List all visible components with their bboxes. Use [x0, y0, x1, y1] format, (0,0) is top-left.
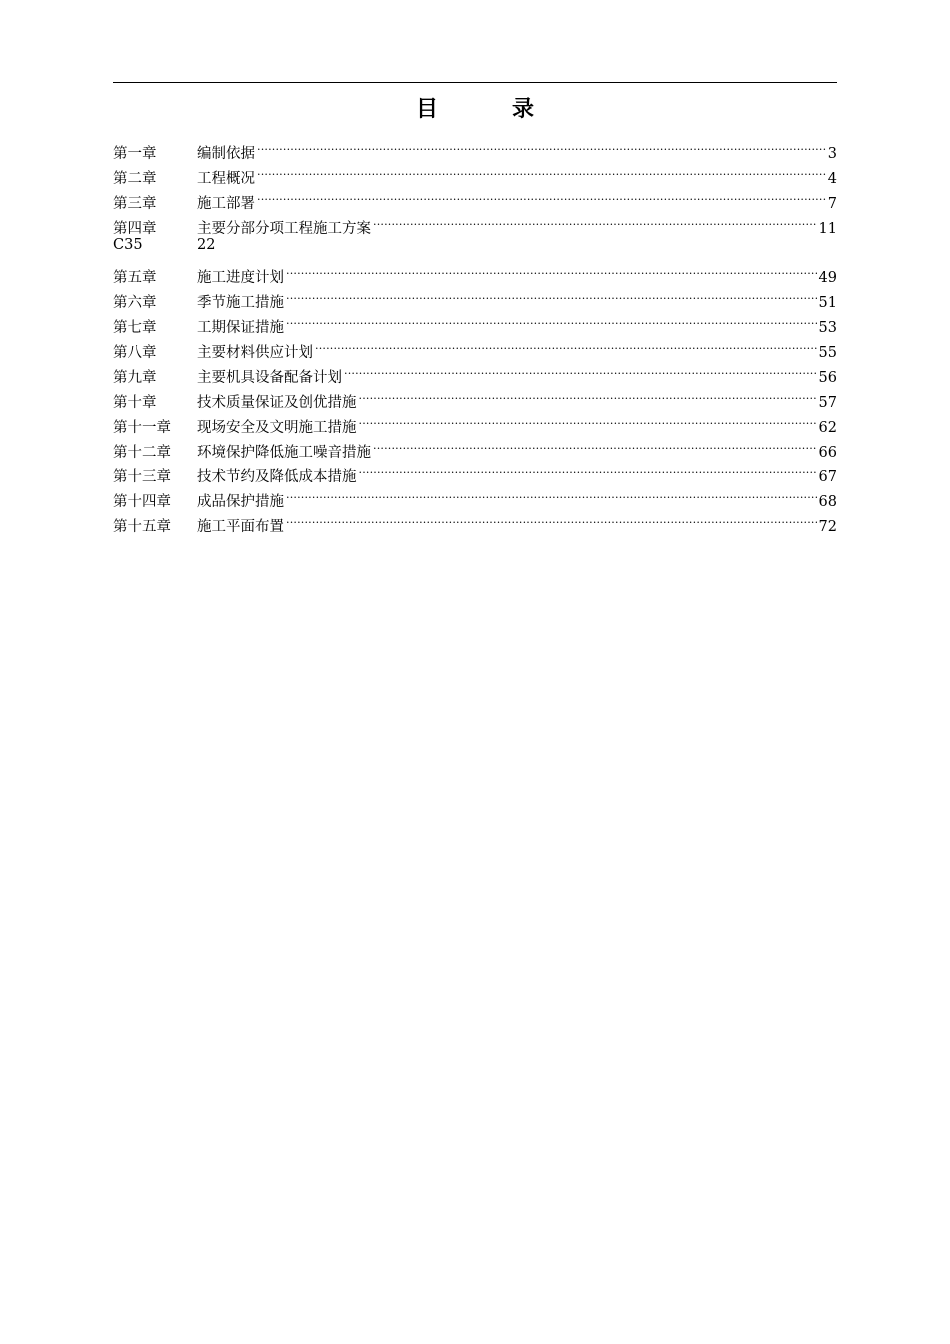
toc-page-number: 51: [818, 295, 837, 312]
toc-chapter-label: 第七章: [113, 320, 157, 337]
toc-page-number: 4: [827, 170, 837, 187]
toc-chapter-title: 施工进度计划: [197, 270, 284, 287]
toc-chapter-title: 主要分部分项工程施工方案: [197, 220, 371, 237]
toc-chapter-label: 第四章: [113, 220, 157, 237]
toc-entry[interactable]: [113, 133, 837, 162]
toc-dot-leader: [257, 133, 826, 158]
toc-chapter-label: C35: [113, 236, 143, 253]
toc-page-number: 11: [818, 220, 837, 237]
header-rule: [113, 82, 837, 83]
toc-page-number: 53: [818, 320, 837, 337]
toc-chapter-label: 第十二章: [113, 444, 171, 461]
toc-dot-leader: [315, 332, 817, 357]
toc-page-number: 49: [818, 270, 837, 287]
toc-page-number: 56: [818, 369, 837, 386]
toc-page-number: 66: [818, 444, 837, 461]
toc-chapter-label: 第五章: [113, 270, 157, 287]
toc-page-number: 55: [818, 345, 837, 362]
toc-dot-leader: [257, 183, 826, 208]
toc-page-number: 67: [818, 469, 837, 486]
toc-chapter-title: 工期保证措施: [197, 320, 284, 337]
toc-dot-leader: [359, 457, 817, 482]
toc-dot-leader: [286, 506, 817, 531]
toc-dot-leader: [286, 481, 817, 506]
toc-chapter-title: 22: [197, 236, 216, 253]
table-of-contents: [113, 133, 837, 536]
toc-page-number: 57: [818, 394, 837, 411]
toc-chapter-title: 技术质量保证及创优措施: [197, 394, 357, 411]
toc-chapter-label: 第八章: [113, 345, 157, 362]
toc-dot-leader: [286, 257, 817, 282]
toc-chapter-label: 第十一章: [113, 419, 171, 436]
toc-page-number: 62: [818, 419, 837, 436]
page-title: 目 录: [415, 96, 560, 122]
toc-dot-leader: [286, 307, 817, 332]
toc-page-number: 72: [818, 519, 837, 536]
toc-chapter-title: 主要机具设备配备计划: [197, 369, 342, 386]
toc-chapter-label: 第十四章: [113, 494, 171, 511]
toc-chapter-label: 第三章: [113, 195, 157, 212]
toc-chapter-label: 第九章: [113, 369, 157, 386]
toc-chapter-title: 施工平面布置: [197, 519, 284, 536]
toc-dot-leader: [286, 282, 817, 307]
toc-chapter-title: 编制依据: [197, 145, 255, 162]
toc-dot-leader: [344, 357, 817, 382]
toc-entry[interactable]: [113, 257, 837, 287]
toc-chapter-title: 成品保护措施: [197, 494, 284, 511]
toc-dot-leader: [359, 407, 817, 432]
toc-chapter-title: 施工部署: [197, 195, 255, 212]
toc-chapter-title: 季节施工措施: [197, 295, 284, 312]
toc-chapter-label: 第十三章: [113, 469, 171, 486]
toc-dot-leader: [257, 158, 826, 183]
toc-chapter-title: 技术节约及降低成本措施: [197, 469, 357, 486]
toc-chapter-label: 第十五章: [113, 519, 171, 536]
toc-dot-leader: [359, 382, 817, 407]
toc-chapter-label: 第十章: [113, 394, 157, 411]
toc-chapter-label: 第六章: [113, 295, 157, 312]
toc-chapter-label: 第二章: [113, 170, 157, 187]
toc-page-number: 7: [827, 195, 837, 212]
toc-chapter-title: 主要材料供应计划: [197, 345, 313, 362]
toc-chapter-title: 现场安全及文明施工措施: [197, 419, 357, 436]
toc-dot-leader: [373, 208, 817, 233]
toc-page-number: 3: [827, 145, 837, 162]
toc-dot-leader: [373, 432, 817, 457]
toc-chapter-label: 第一章: [113, 145, 157, 162]
toc-chapter-title: 环境保护降低施工噪音措施: [197, 444, 371, 461]
toc-chapter-title: 工程概况: [197, 170, 255, 187]
toc-page-number: 68: [818, 494, 837, 511]
